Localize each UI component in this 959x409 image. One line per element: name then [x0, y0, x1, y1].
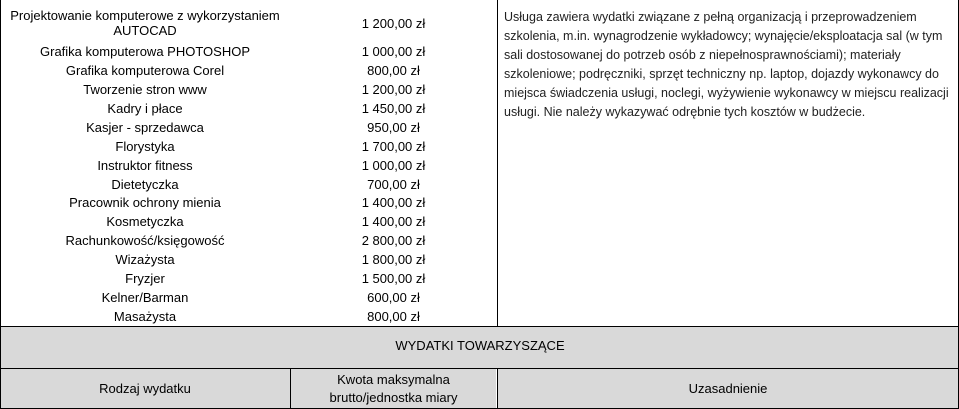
cost-name: Grafika komputerowa PHOTOSHOP: [40, 43, 250, 59]
header-max-amount: Kwota maksymalna brutto/jednostka miary: [291, 368, 496, 409]
cost-name: Kelner/Barman: [101, 290, 189, 306]
cost-amount: 800,00 zł: [367, 309, 420, 325]
table-row: [0, 156, 497, 175]
cost-name: Pracownik ochrony mienia: [69, 195, 221, 211]
table-row: [0, 118, 497, 137]
cost-amount: 2 800,00 zł: [361, 233, 426, 249]
table-row: [0, 231, 497, 250]
cost-amount: 1 450,00 zł: [361, 100, 426, 116]
table-row: [0, 307, 497, 326]
table-row: [0, 212, 497, 231]
cost-amount: 600,00 zł: [367, 290, 420, 306]
cost-name: Kosmetyczka: [106, 214, 184, 230]
cost-amount: 1 700,00 zł: [361, 138, 426, 154]
table-row: [0, 80, 497, 99]
cost-name: Projektowanie komputerowe z wykorzystaniem AUTOCAD: [10, 8, 280, 38]
cost-name: Wizażysta: [115, 252, 175, 268]
cost-amount: 1 400,00 zł: [361, 195, 426, 211]
cost-name: Masażysta: [113, 309, 177, 325]
grid-line: [497, 368, 498, 409]
cost-name: Instruktor fitness: [97, 157, 193, 173]
table-row: [0, 194, 497, 213]
cost-name: Kasjer - sprzedawca: [86, 119, 204, 135]
grid-line: [497, 0, 498, 326]
cost-amount: 1 500,00 zł: [361, 271, 426, 287]
cost-name: Grafika komputerowa Corel: [65, 62, 225, 78]
table-row: [0, 61, 497, 80]
cost-name: Tworzenie stron www: [83, 81, 207, 97]
table-row: [0, 4, 497, 42]
cost-amount: 700,00 zł: [367, 176, 420, 192]
cost-name: Dietetyczka: [111, 176, 179, 192]
section-title: WYDATKI TOWARZYSZĄCE: [395, 338, 565, 353]
table-row: [0, 42, 497, 61]
table-row: [0, 269, 497, 288]
cost-name: Rachunkowość/księgowość: [65, 233, 225, 249]
grid-line: [290, 368, 291, 409]
cost-amount: 1 200,00 zł: [361, 81, 426, 97]
cost-amount: 800,00 zł: [367, 62, 420, 78]
grid-line: [0, 326, 959, 327]
table-row: [0, 288, 497, 307]
cost-amount: 950,00 zł: [367, 119, 420, 135]
table-row: [0, 99, 497, 118]
cost-amount: 1 400,00 zł: [361, 214, 426, 230]
cost-amount: 1 000,00 zł: [361, 157, 426, 173]
cost-amount: 1 800,00 zł: [361, 252, 426, 268]
cost-name: Fryzjer: [125, 271, 165, 287]
table-row: [0, 175, 497, 194]
table-row: [0, 137, 497, 156]
header-justification: Uzasadnienie: [497, 368, 959, 409]
grid-line: [0, 368, 959, 369]
cost-name: Florystyka: [115, 138, 175, 154]
cost-list: [0, 4, 497, 326]
cost-amount: 1 200,00 zł: [361, 15, 426, 31]
header-expense-type: Rodzaj wydatku: [0, 368, 290, 409]
cost-amount: 1 000,00 zł: [361, 43, 426, 59]
cost-name: Kadry i płace: [107, 100, 183, 116]
table-row: [0, 250, 497, 269]
grid-line: [0, 0, 1, 409]
justification-text: Usługa zawiera wydatki związane z pełną organizacją i przeprowadzeniem szkolenia, m.in. wynagrodzenie wykładowcy; wynajęcie/eksploatacja sal (w tym sali dostosowanej do potrzeb osób z niepełnosprawnościami); materiały szkoleniowe; podręczniki, sprzęt techniczny np. laptop, dojazdy wykonawcy do miejsca świadczenia usługi, noclegi, wyżywienie wykonawcy w miejscu realizacji usługi. Nie należy wykazywać odrębnie tych kosztów w budżecie.: [504, 10, 949, 119]
